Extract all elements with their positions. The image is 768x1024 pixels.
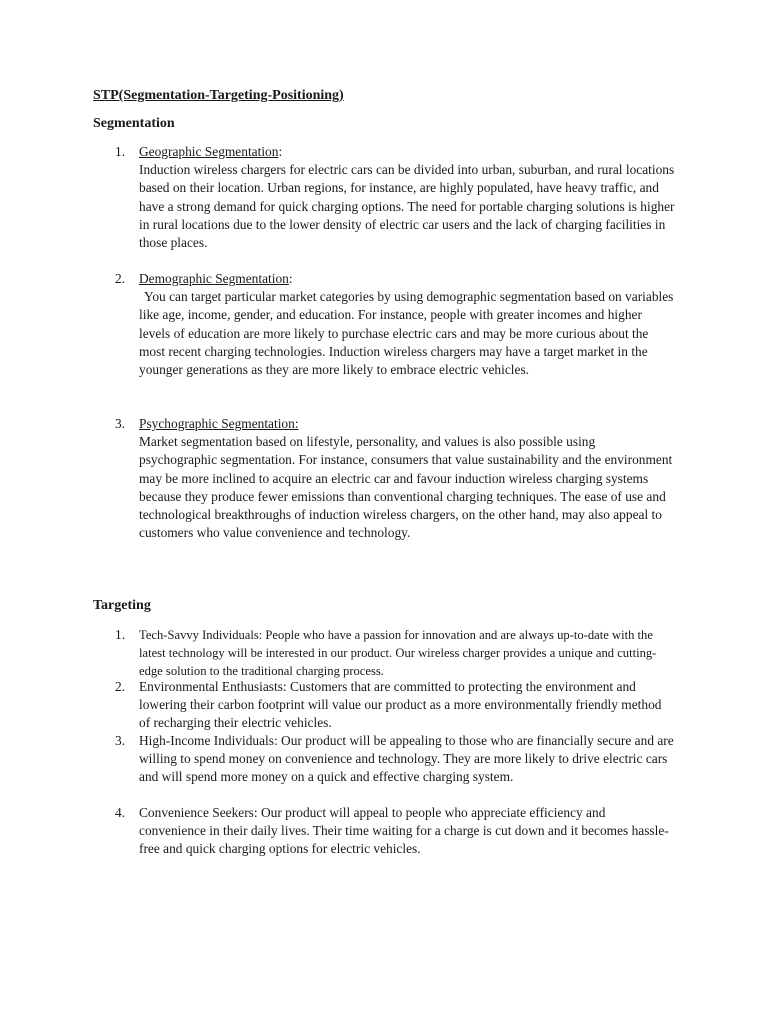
document-title: STP(Segmentation-Targeting-Positioning)	[93, 88, 344, 103]
demographic-subheading: Demographic Segmentation	[139, 271, 289, 286]
list-item	[115, 804, 675, 858]
list-item	[115, 415, 675, 542]
geographic-text: Induction wireless chargers for electric cars can be divided into urban, suburban, and rural locations based on their location. Urban regions, for instance, are highly populated, have heavy traffic, and have a strong demand for quick charging options. The need for portable charging solutions is higher in rural locations due to the lower density of electric car users and the lack of charging facilities in those places.	[139, 162, 675, 251]
demographic-text: You can target particular market categories by using demographic segmentation based on variables like age, income, gender, and education. For instance, people with greater incomes and higher levels of education are more likely to purchase electric cars and may be more curious about the most recent charging technologies. Induction wireless chargers may have a target market in the younger generations as they are more likely to embrace electric vehicles.	[139, 289, 674, 378]
psychographic-text: Market segmentation based on lifestyle, personality, and values is also possible using psychographic segmentation. For instance, consumers that value sustainability and the environment may be more inclined to acquire an electric car and favour induction wireless charging systems because they produce fewer emissions than conventional charging techniques. The ease of use and technological breakthroughs of induction wireless chargers, on the other hand, may also appeal to customers who value convenience and technology.	[139, 434, 673, 541]
list-number: 2.	[115, 679, 126, 694]
high-income-text: High-Income Individuals: Our product will be appealing to those who are financially secure and are willing to spend money on convenience and technology. They are more likely to drive electric cars and will spend more money on a quick and effective charging system.	[139, 733, 674, 784]
list-number: 2.	[115, 271, 126, 286]
geographic-subheading: Geographic Segmentation	[139, 144, 279, 159]
list-number: 1.	[115, 627, 126, 642]
environmental-text: Environmental Enthusiasts: Customers that are committed to protecting the environment and lowering their carbon footprint will value our product as a more environmentally friendly method of recharging their electric vehicles.	[139, 679, 662, 730]
list-number: 1.	[115, 144, 126, 159]
list-item	[115, 626, 675, 680]
segmentation-heading: Segmentation	[93, 116, 175, 131]
tech-savvy-text: Tech-Savvy Individuals: People who have a passion for innovation and are always up-to-date with the latest technology will be interested in our product. Our wireless charger provides a unique and cutting-edge solution to the traditional charging process.	[139, 628, 657, 678]
targeting-heading: Targeting	[93, 598, 151, 613]
subheading-suffix: :	[288, 271, 293, 286]
list-number: 3.	[115, 733, 126, 748]
list-number: 4.	[115, 805, 126, 820]
list-item	[115, 143, 675, 252]
psychographic-subheading: Psychographic Segmentation:	[139, 416, 299, 431]
convenience-text: Convenience Seekers: Our product will appeal to people who appreciate efficiency and convenience in their daily lives. Their time waiting for a charge is cut down and it becomes hassle-free and quick charging options for electric vehicles.	[139, 805, 669, 856]
list-item	[115, 270, 675, 379]
list-item	[115, 678, 675, 732]
list-number: 3.	[115, 416, 126, 431]
subheading-suffix: :	[278, 144, 283, 159]
list-item	[115, 732, 675, 786]
